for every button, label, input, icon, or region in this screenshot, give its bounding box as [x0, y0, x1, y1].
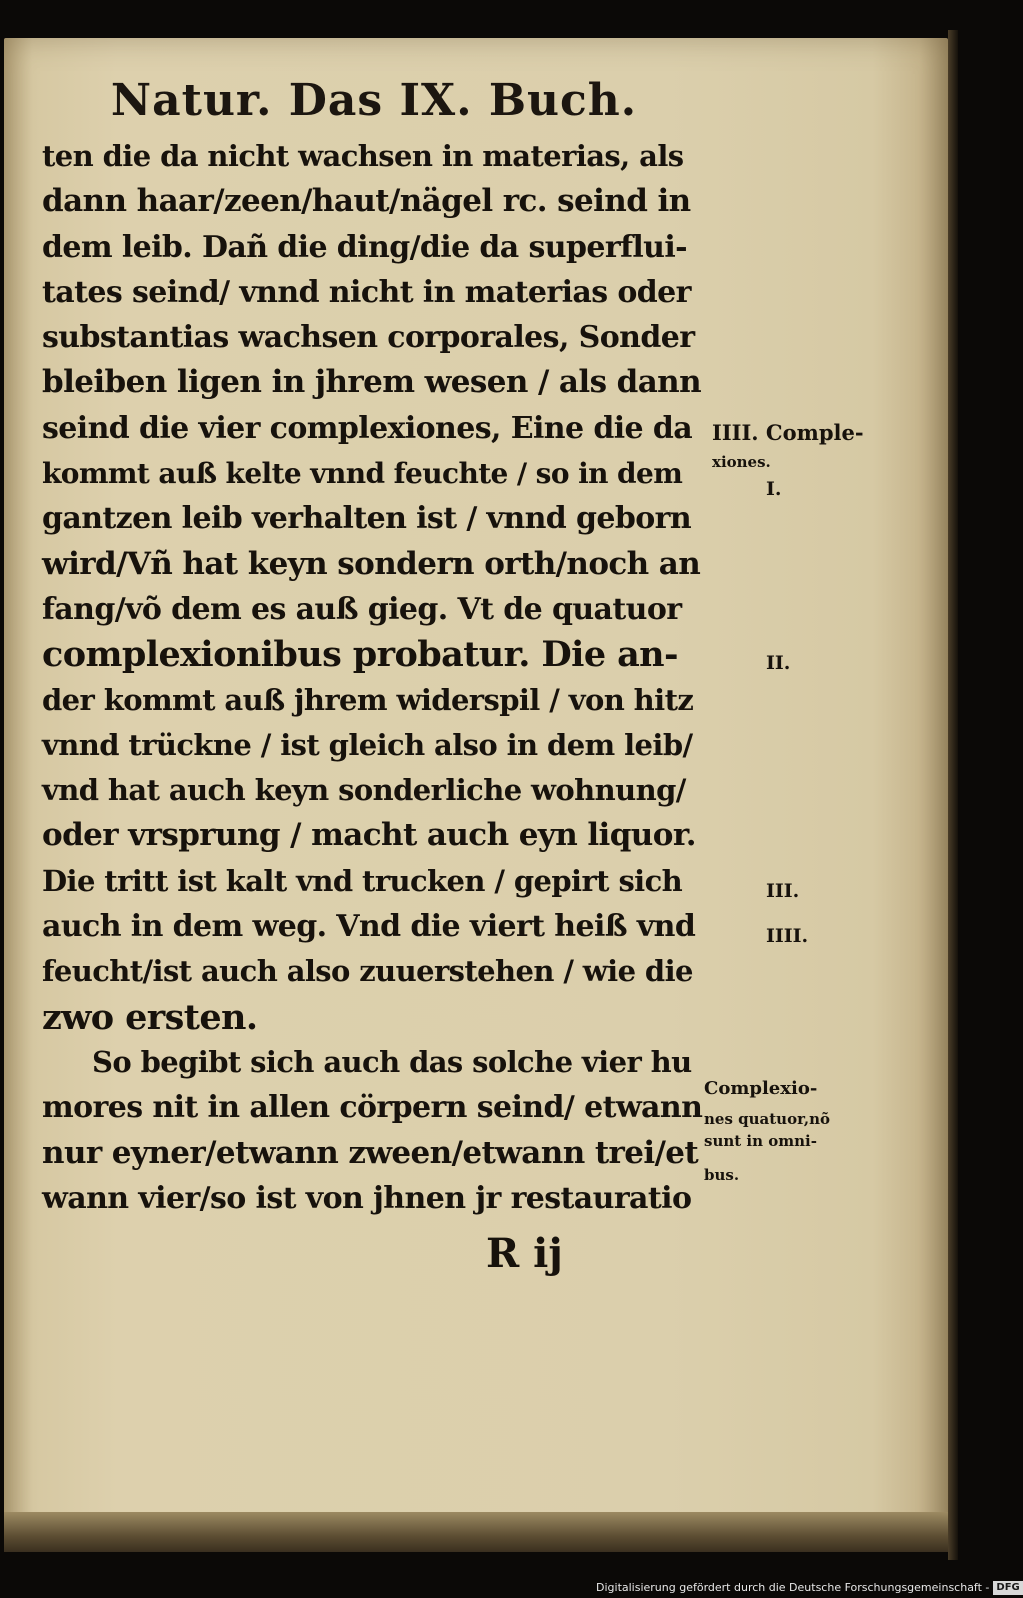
marginal-number: IIII.: [766, 925, 809, 947]
signature-mark: R ij: [486, 1230, 563, 1277]
marginal-number: II.: [766, 652, 791, 674]
book-gutter-shadow: [948, 30, 958, 1560]
credit-text: Digitalisierung gefördert durch die Deutsche Forschungsgemeinschaft -: [596, 1581, 990, 1594]
text-line: der kommt auß jhrem widerspil / von hitz: [42, 682, 694, 717]
text-line: zwo ersten.: [42, 996, 258, 1038]
text-line: vnd hat auch keyn sonderliche wohnung/: [42, 773, 686, 808]
marginal-number: I.: [766, 478, 782, 500]
text-line: mores nit in allen cörpern seind/ etwann: [42, 1090, 703, 1126]
text-line: Die tritt ist kalt vnd trucken / gepirt sich: [42, 863, 683, 898]
text-line: auch in dem weg. Vnd die viert heiß vnd: [42, 909, 696, 945]
text-line: ten die da nicht wachsen in materias, als: [42, 139, 684, 173]
text-line: substantias wachsen corporales, Sonder: [42, 320, 695, 356]
marginal-side-note: bus.: [704, 1166, 740, 1184]
dfg-logo: DFG: [993, 1581, 1022, 1595]
running-head: Natur. Das IX. Buch.: [110, 75, 638, 126]
text-line: bleiben ligen in jhrem wesen / als dann: [42, 364, 702, 401]
text-line: So begibt sich auch das solche vier hu: [92, 1044, 692, 1079]
text-line: gantzen leib verhalten ist / vnnd geborn: [42, 501, 692, 537]
text-line: kommt auß kelte vnnd feuchte / so in dem: [42, 457, 683, 491]
text-line: feucht/ist auch also zuuerstehen / wie die: [42, 954, 693, 989]
text-line: oder vrsprung / macht auch eyn liquor.: [42, 817, 696, 854]
digitization-credit: [596, 1579, 1023, 1597]
text-line: dem leib. Dañ die ding/die da superflui-: [42, 229, 688, 265]
text-line: fang/võ dem es auß gieg. Vt de quatuor: [42, 591, 682, 627]
page-bottom-edge: [4, 1512, 948, 1552]
marginal-note-heading-cont: xiones.: [712, 453, 771, 471]
text-line: nur eyner/etwann zween/etwann trei/et: [42, 1134, 699, 1171]
text-line: complexionibus probatur. Die an-: [42, 634, 678, 676]
text-line: wann vier/so ist von jhnen jr restauratio: [42, 1180, 692, 1216]
marginal-note-heading: IIII. Comple-: [712, 420, 864, 445]
text-line: tates seind/ vnnd nicht in materias oder: [42, 274, 691, 310]
text-line: vnnd trückne / ist gleich also in dem leib/: [42, 727, 693, 762]
marginal-side-note: nes quatuor,nõ: [704, 1110, 831, 1128]
text-line: dann haar/zeen/haut/nägel rc. seind in: [42, 183, 691, 220]
text-line: seind die vier complexiones, Eine die da: [42, 410, 693, 446]
marginal-side-note: sunt in omni-: [704, 1132, 817, 1150]
marginal-side-note: Complexio-: [704, 1078, 818, 1099]
marginal-number: III.: [766, 880, 800, 902]
text-line: wird/Vñ hat keyn sondern orth/noch an: [42, 545, 701, 582]
body-text: [42, 134, 702, 1221]
